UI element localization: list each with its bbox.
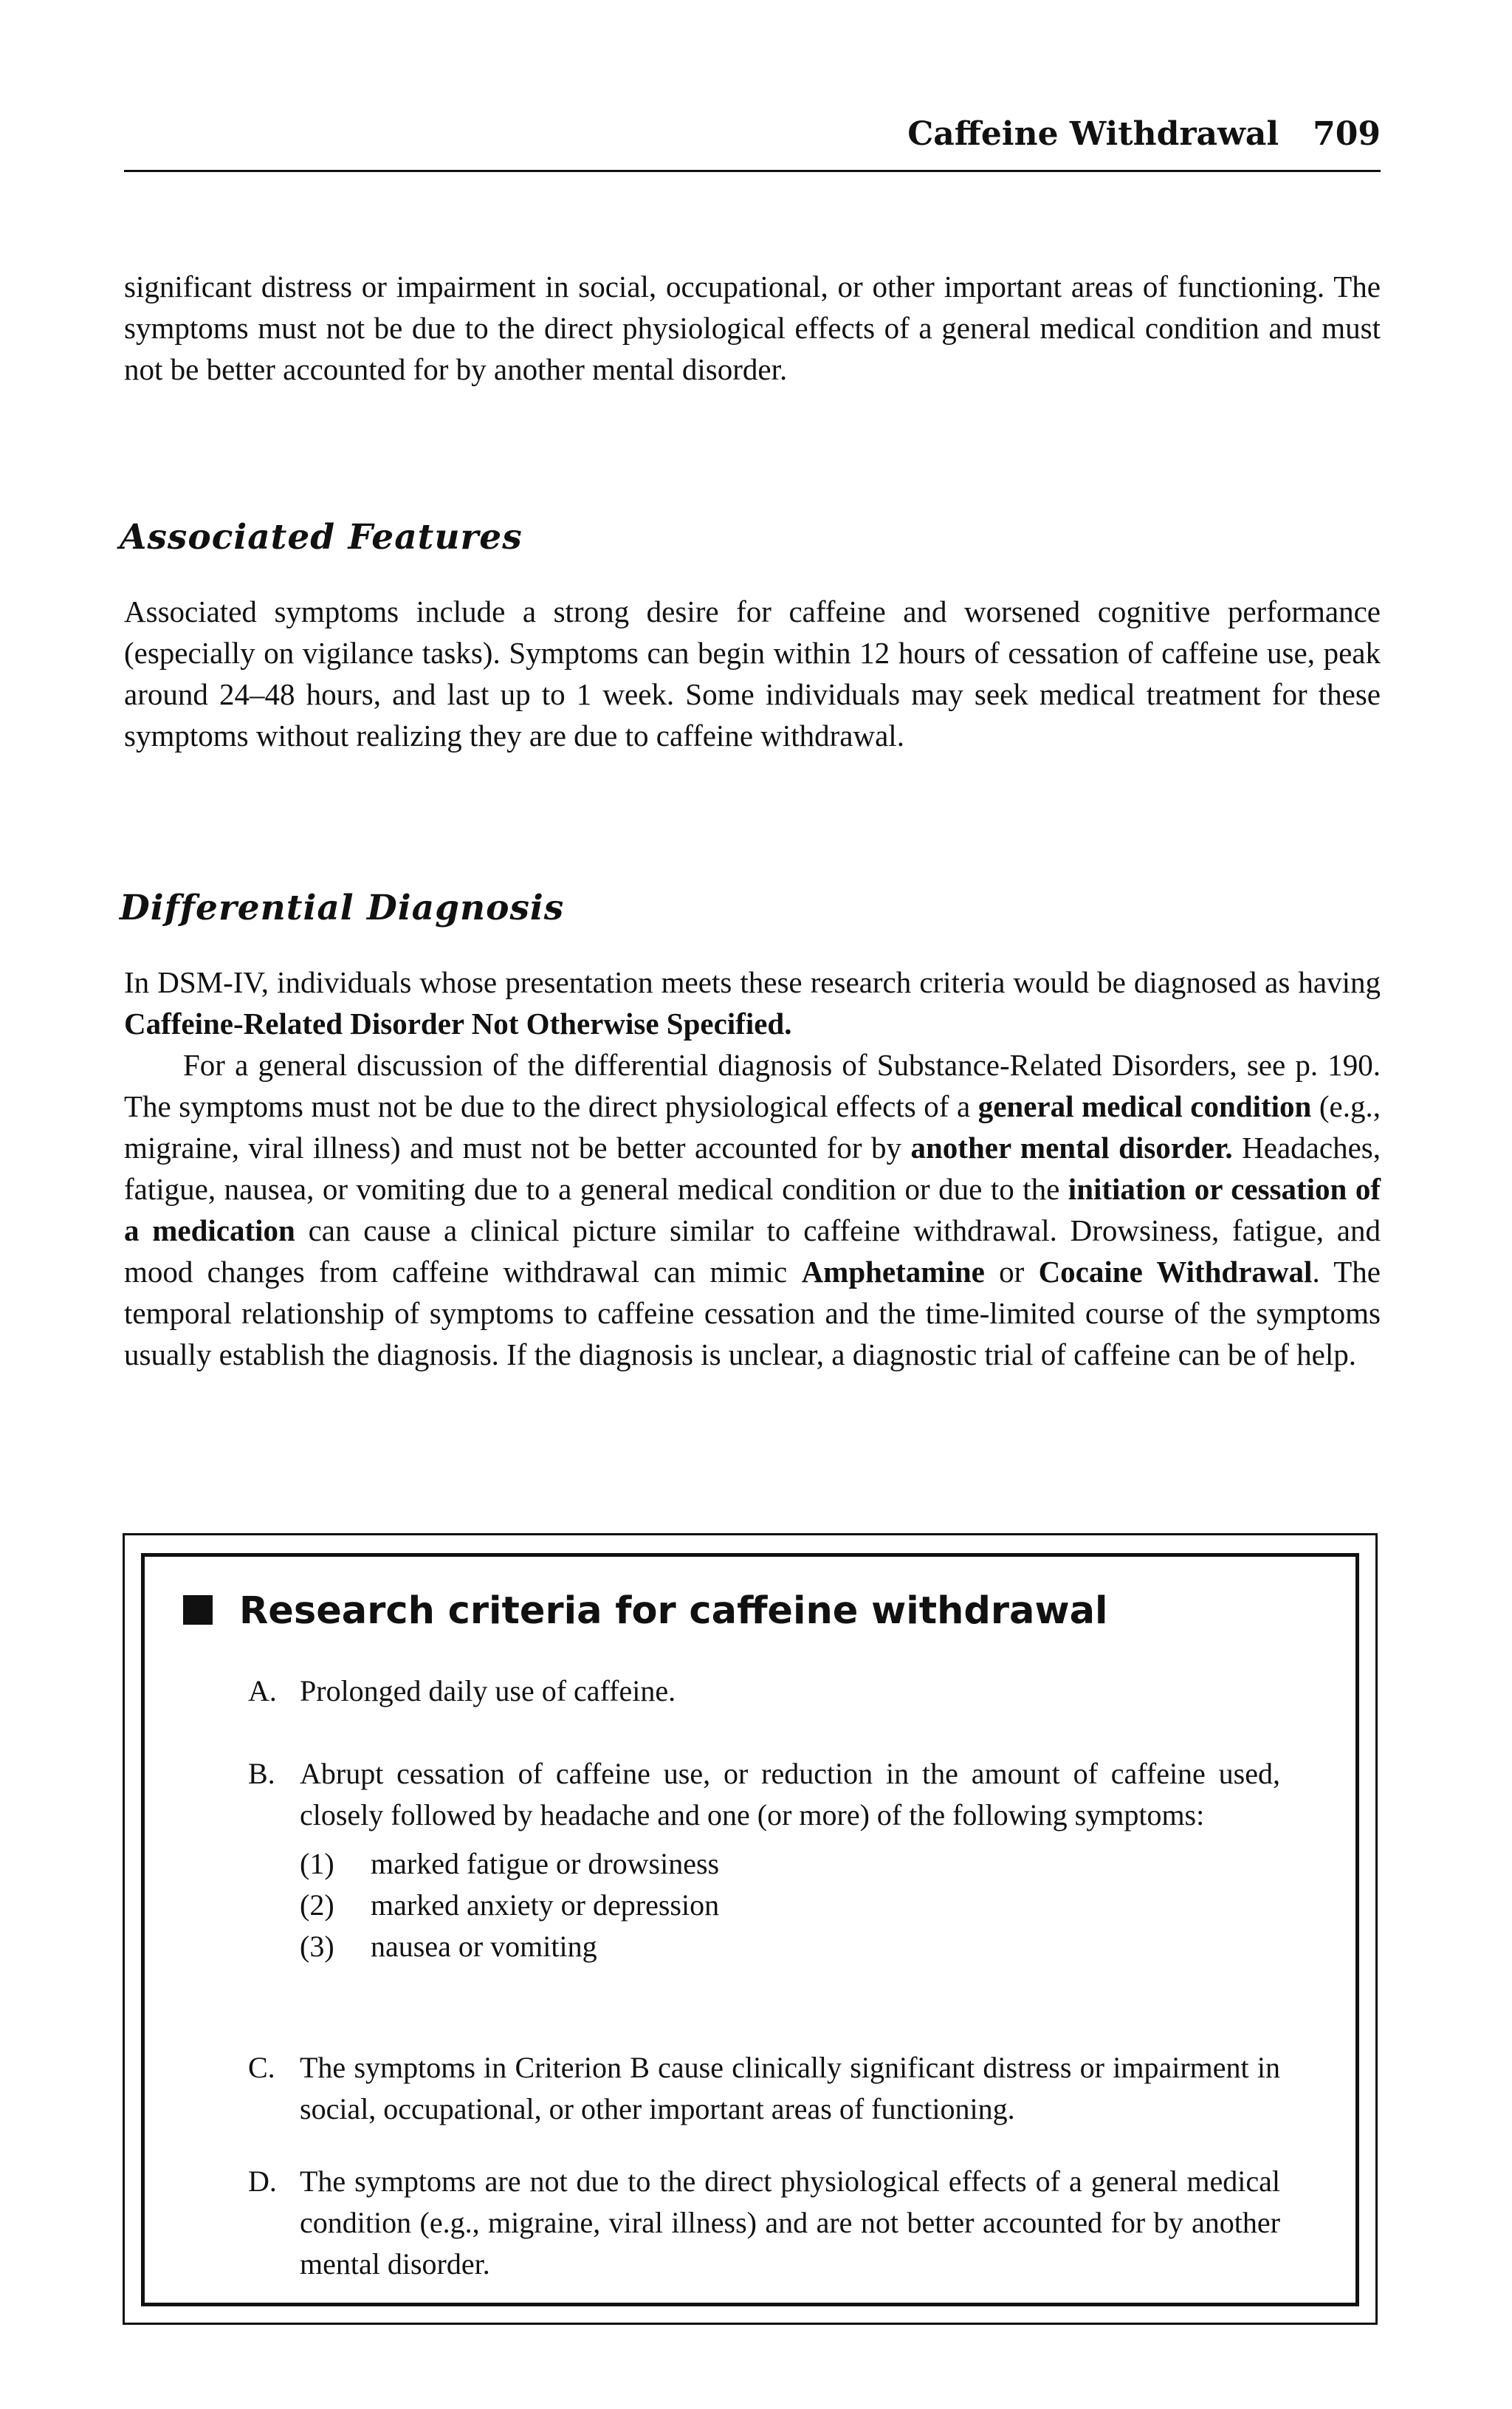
symptom-item	[300, 1843, 1280, 1885]
dd-p1-bold-1: Caffeine-Related Disorder Not Otherwise Specified.	[124, 1007, 792, 1041]
intro-paragraph	[124, 266, 1381, 390]
intro-paragraph-text: significant distress or impairment in social, occupational, or other important areas of functioning. The symptoms must not be due to the direct physiological effects of a general medical condition and must not be better accounted for by another mental disorder.	[124, 270, 1381, 386]
page-number: 709	[1313, 115, 1381, 153]
criterion-a-letter: A.	[248, 1674, 277, 1707]
research-criteria-box	[123, 1533, 1378, 2325]
symptom-item-text: marked fatigue or drowsiness	[371, 1847, 720, 1880]
research-criteria-title-text: Research criteria for caffeine withdrawal	[239, 1589, 1108, 1633]
criterion-d-letter: D.	[248, 2165, 277, 2198]
criterion-c-letter: C.	[248, 2051, 275, 2084]
criterion-d	[248, 2161, 1280, 2285]
dd-p2-text-4: can cause a clinical picture similar to caffeine withdrawal. Drowsiness, fatigue, and mood changes from caffeine withdrawal can mimic	[124, 1213, 1381, 1289]
criterion-a-text: Prolonged daily use of caffeine.	[300, 1674, 676, 1707]
running-header-title: Caffeine Withdrawal	[907, 115, 1279, 153]
criterion-b-letter: B.	[248, 1757, 275, 1790]
criterion-c-text: The symptoms in Criterion B cause clinically significant distress or impairment in social, occupational, or other important areas of functioning.	[300, 2051, 1280, 2125]
dd-p2-bold-1: general medical condition	[977, 1089, 1312, 1123]
associated-features-text: Associated symptoms include a strong desire for caffeine and worsened cognitive performance (especially on vigilance tasks). Symptoms can begin within 12 hours of cessation of caffeine use, peak around 24–48 hours, and last up to 1 week. Some individuals may seek medical treatment for these symptoms without realizing they are due to caffeine withdrawal.	[124, 594, 1381, 753]
criterion-b	[248, 1753, 1280, 1967]
symptom-item-number: (1)	[300, 1847, 334, 1880]
associated-features-paragraph	[124, 591, 1381, 756]
running-header	[124, 111, 1381, 172]
research-criteria-title	[183, 1589, 1108, 1633]
symptom-item-text: nausea or vomiting	[371, 1930, 597, 1963]
differential-diagnosis-paragraph-2	[124, 1044, 1381, 1375]
associated-features-heading: Associated Features	[120, 517, 523, 558]
symptom-item-number: (3)	[300, 1930, 334, 1963]
symptom-item-text: marked anxiety or depression	[371, 1888, 720, 1922]
criterion-b-text: Abrupt cessation of caffeine use, or reduction in the amount of caffeine used, closely followed by headache and one (or more) of the following symptoms:	[300, 1757, 1280, 1831]
dd-p2-bold-5: Cocaine Withdrawal	[1038, 1255, 1313, 1289]
dd-p2-bold-4: Amphetamine	[801, 1255, 985, 1289]
dd-p2-text-5: or	[984, 1255, 1039, 1289]
dd-p2-text-3: Headaches, fatigue, nausea, or vomiting due to a general medical condition or due to the	[124, 1131, 1381, 1206]
symptom-item	[300, 1885, 1280, 1926]
criterion-c	[248, 2047, 1280, 2130]
research-criteria-inner-frame	[141, 1553, 1359, 2306]
square-bullet-icon	[183, 1595, 213, 1625]
running-header-text	[907, 115, 1381, 153]
criterion-d-text: The symptoms are not due to the direct physiological effects of a general medical condition (e.g., migraine, viral illness) and are not better accounted for by another mental disorder.	[300, 2165, 1280, 2281]
differential-diagnosis-paragraph-1	[124, 962, 1381, 1044]
dd-p2-text-2: (e.g., migraine, viral illness) and must not be better accounted for by	[124, 1089, 1381, 1165]
differential-diagnosis-heading: Differential Diagnosis	[120, 888, 565, 928]
symptom-item-number: (2)	[300, 1888, 334, 1922]
dd-p2-text-1: For a general discussion of the differential diagnosis of Substance-Related Disorders, see p. 190. The symptoms must not be due to the direct physiological effects of a	[124, 1048, 1381, 1123]
dd-p2-bold-3: initiation or cessation of a medication	[124, 1172, 1381, 1247]
differential-diagnosis-section	[124, 962, 1381, 1375]
criterion-a	[248, 1670, 1280, 1712]
dd-p2-bold-2: another mental disorder.	[910, 1131, 1233, 1165]
symptom-item	[300, 1926, 1280, 1967]
dd-p2-text-6: . The temporal relationship of symptoms to caffeine cessation and the time-limited course of the symptoms usually establish the diagnosis. If the diagnosis is unclear, a diagnostic trial of caffeine can be of help.	[124, 1255, 1381, 1371]
dd-p1-text-1: In DSM-IV, individuals whose presentation meets these research criteria would be diagnosed as having	[124, 965, 1381, 999]
